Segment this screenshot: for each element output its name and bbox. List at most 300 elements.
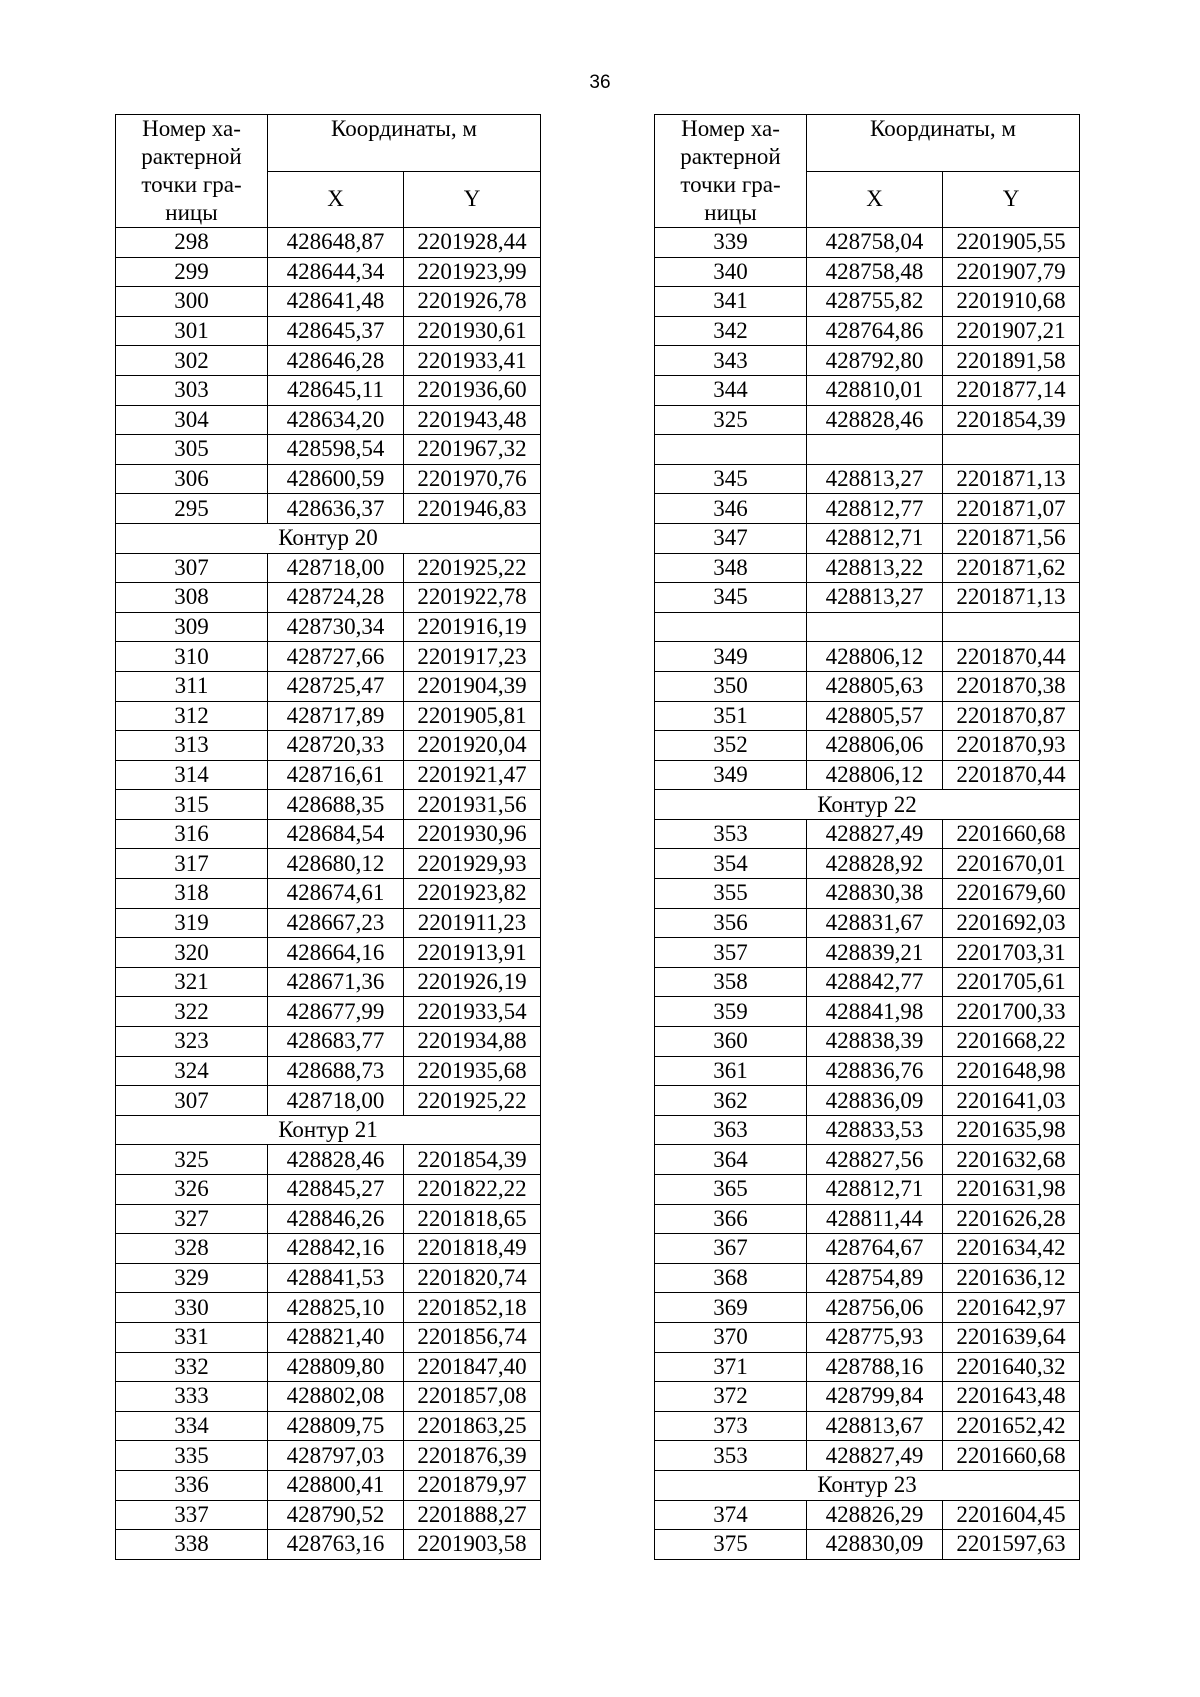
y-coordinate-cell: 2201679,60 bbox=[943, 879, 1080, 909]
y-coordinate-cell: 2201928,44 bbox=[404, 228, 541, 258]
table-row bbox=[116, 1204, 541, 1234]
x-coordinate-cell: 428841,53 bbox=[268, 1263, 404, 1293]
y-coordinate-cell: 2201923,99 bbox=[404, 257, 541, 287]
point-number-cell: 353 bbox=[655, 819, 807, 849]
table-row bbox=[655, 1204, 1080, 1234]
y-coordinate-cell: 2201933,54 bbox=[404, 997, 541, 1027]
table-row bbox=[655, 464, 1080, 494]
table-body-right bbox=[655, 228, 1080, 1560]
header-x: X bbox=[268, 171, 404, 228]
y-coordinate-cell: 2201822,22 bbox=[404, 1175, 541, 1205]
y-coordinate-cell: 2201854,39 bbox=[943, 405, 1080, 435]
table-row bbox=[655, 1411, 1080, 1441]
table-row bbox=[655, 1293, 1080, 1323]
table-row bbox=[116, 879, 541, 909]
y-coordinate-cell: 2201910,68 bbox=[943, 287, 1080, 317]
point-number-cell: 300 bbox=[116, 287, 268, 317]
y-coordinate-cell: 2201640,32 bbox=[943, 1352, 1080, 1382]
point-number-cell: 375 bbox=[655, 1530, 807, 1560]
y-coordinate-cell: 2201923,82 bbox=[404, 879, 541, 909]
point-number-cell: 321 bbox=[116, 967, 268, 997]
header-coordinates: Координаты, м bbox=[807, 115, 1080, 172]
point-number-cell: 354 bbox=[655, 849, 807, 879]
table-row bbox=[655, 553, 1080, 583]
y-coordinate-cell: 2201631,98 bbox=[943, 1175, 1080, 1205]
point-number-cell: 358 bbox=[655, 967, 807, 997]
table-row bbox=[116, 938, 541, 968]
table-row bbox=[655, 1441, 1080, 1471]
x-coordinate-cell: 428634,20 bbox=[268, 405, 404, 435]
point-number-cell: 366 bbox=[655, 1204, 807, 1234]
point-number-cell: 310 bbox=[116, 642, 268, 672]
y-coordinate-cell: 2201642,97 bbox=[943, 1293, 1080, 1323]
x-coordinate-cell: 428805,57 bbox=[807, 701, 943, 731]
x-coordinate-cell: 428727,66 bbox=[268, 642, 404, 672]
point-number-cell: 347 bbox=[655, 523, 807, 553]
x-coordinate-cell: 428826,29 bbox=[807, 1500, 943, 1530]
x-coordinate-cell: 428720,33 bbox=[268, 731, 404, 761]
y-coordinate-cell: 2201870,87 bbox=[943, 701, 1080, 731]
point-number-cell: 299 bbox=[116, 257, 268, 287]
y-coordinate-cell: 2201847,40 bbox=[404, 1352, 541, 1382]
page-number: 36 bbox=[589, 72, 611, 93]
x-coordinate-cell: 428725,47 bbox=[268, 671, 404, 701]
x-coordinate-cell: 428677,99 bbox=[268, 997, 404, 1027]
y-coordinate-cell: 2201870,38 bbox=[943, 671, 1080, 701]
y-coordinate-cell: 2201911,23 bbox=[404, 908, 541, 938]
y-coordinate-cell: 2201632,68 bbox=[943, 1145, 1080, 1175]
table-row bbox=[116, 1027, 541, 1057]
y-coordinate-cell: 2201907,79 bbox=[943, 257, 1080, 287]
table-row bbox=[116, 583, 541, 613]
y-coordinate-cell bbox=[943, 612, 1080, 642]
y-coordinate-cell bbox=[943, 435, 1080, 465]
point-number-cell: 334 bbox=[116, 1411, 268, 1441]
x-coordinate-cell: 428718,00 bbox=[268, 1086, 404, 1116]
table-row bbox=[655, 375, 1080, 405]
x-coordinate-cell: 428755,82 bbox=[807, 287, 943, 317]
x-coordinate-cell: 428688,35 bbox=[268, 790, 404, 820]
table-row bbox=[655, 257, 1080, 287]
table-row bbox=[116, 642, 541, 672]
point-number-cell: 359 bbox=[655, 997, 807, 1027]
header-point-line: ницы bbox=[704, 200, 757, 225]
table-row bbox=[655, 1115, 1080, 1145]
point-number-cell: 371 bbox=[655, 1352, 807, 1382]
point-number-cell: 335 bbox=[116, 1441, 268, 1471]
y-coordinate-cell: 2201705,61 bbox=[943, 967, 1080, 997]
point-number-cell: 344 bbox=[655, 375, 807, 405]
point-number-cell: 374 bbox=[655, 1500, 807, 1530]
table-row bbox=[116, 1382, 541, 1412]
x-coordinate-cell: 428828,46 bbox=[807, 405, 943, 435]
x-coordinate-cell: 428806,12 bbox=[807, 760, 943, 790]
point-number-cell: 348 bbox=[655, 553, 807, 583]
header-point-line: точки гра- bbox=[680, 172, 781, 197]
y-coordinate-cell: 2201635,98 bbox=[943, 1115, 1080, 1145]
table-row bbox=[116, 464, 541, 494]
header-point-line: рактерной bbox=[680, 144, 781, 169]
x-coordinate-cell: 428645,11 bbox=[268, 375, 404, 405]
header-point-number bbox=[655, 115, 807, 228]
x-coordinate-cell: 428674,61 bbox=[268, 879, 404, 909]
point-number-cell: 362 bbox=[655, 1086, 807, 1116]
x-coordinate-cell: 428758,48 bbox=[807, 257, 943, 287]
point-number-cell: 324 bbox=[116, 1056, 268, 1086]
point-number-cell: 305 bbox=[116, 435, 268, 465]
table-row bbox=[116, 316, 541, 346]
y-coordinate-cell: 2201818,65 bbox=[404, 1204, 541, 1234]
table-row bbox=[655, 997, 1080, 1027]
point-number-cell: 363 bbox=[655, 1115, 807, 1145]
x-coordinate-cell: 428716,61 bbox=[268, 760, 404, 790]
x-coordinate-cell: 428775,93 bbox=[807, 1322, 943, 1352]
point-number-cell: 346 bbox=[655, 494, 807, 524]
point-number-cell: 357 bbox=[655, 938, 807, 968]
table-row bbox=[655, 1027, 1080, 1057]
y-coordinate-cell: 2201863,25 bbox=[404, 1411, 541, 1441]
y-coordinate-cell: 2201876,39 bbox=[404, 1441, 541, 1471]
point-number-cell: 361 bbox=[655, 1056, 807, 1086]
table-row bbox=[116, 849, 541, 879]
y-coordinate-cell: 2201604,45 bbox=[943, 1500, 1080, 1530]
point-number-cell: 369 bbox=[655, 1293, 807, 1323]
table-row bbox=[655, 494, 1080, 524]
y-coordinate-cell: 2201870,93 bbox=[943, 731, 1080, 761]
y-coordinate-cell: 2201920,04 bbox=[404, 731, 541, 761]
point-number-cell: 336 bbox=[116, 1470, 268, 1500]
table-row bbox=[655, 879, 1080, 909]
table-row bbox=[655, 1145, 1080, 1175]
x-coordinate-cell: 428790,52 bbox=[268, 1500, 404, 1530]
x-coordinate-cell: 428717,89 bbox=[268, 701, 404, 731]
x-coordinate-cell: 428842,77 bbox=[807, 967, 943, 997]
table-row bbox=[116, 405, 541, 435]
table-row bbox=[116, 553, 541, 583]
table-row bbox=[655, 287, 1080, 317]
x-coordinate-cell: 428724,28 bbox=[268, 583, 404, 613]
point-number-cell: 355 bbox=[655, 879, 807, 909]
table-row bbox=[116, 819, 541, 849]
point-number-cell: 367 bbox=[655, 1234, 807, 1264]
table-row bbox=[655, 938, 1080, 968]
x-coordinate-cell: 428730,34 bbox=[268, 612, 404, 642]
x-coordinate-cell: 428828,46 bbox=[268, 1145, 404, 1175]
y-coordinate-cell: 2201820,74 bbox=[404, 1263, 541, 1293]
y-coordinate-cell: 2201877,14 bbox=[943, 375, 1080, 405]
point-number-cell: 320 bbox=[116, 938, 268, 968]
y-coordinate-cell: 2201946,83 bbox=[404, 494, 541, 524]
table-row bbox=[116, 1086, 541, 1116]
x-coordinate-cell: 428845,27 bbox=[268, 1175, 404, 1205]
x-coordinate-cell: 428841,98 bbox=[807, 997, 943, 1027]
table-row bbox=[655, 583, 1080, 613]
x-coordinate-cell: 428680,12 bbox=[268, 849, 404, 879]
point-number-cell: 307 bbox=[116, 553, 268, 583]
y-coordinate-cell: 2201967,32 bbox=[404, 435, 541, 465]
table-row bbox=[655, 435, 1080, 465]
table-row bbox=[655, 1234, 1080, 1264]
contour-row bbox=[655, 790, 1080, 820]
y-coordinate-cell: 2201888,27 bbox=[404, 1500, 541, 1530]
table-row bbox=[655, 731, 1080, 761]
point-number-cell: 341 bbox=[655, 287, 807, 317]
table-row bbox=[116, 228, 541, 258]
x-coordinate-cell: 428812,71 bbox=[807, 523, 943, 553]
point-number-cell: 368 bbox=[655, 1263, 807, 1293]
table-row bbox=[655, 760, 1080, 790]
x-coordinate-cell: 428809,80 bbox=[268, 1352, 404, 1382]
table-row bbox=[116, 1293, 541, 1323]
point-number-cell: 309 bbox=[116, 612, 268, 642]
table-row bbox=[655, 908, 1080, 938]
point-number-cell: 313 bbox=[116, 731, 268, 761]
table-row bbox=[116, 701, 541, 731]
x-coordinate-cell: 428827,49 bbox=[807, 1441, 943, 1471]
x-coordinate-cell: 428688,73 bbox=[268, 1056, 404, 1086]
y-coordinate-cell: 2201871,07 bbox=[943, 494, 1080, 524]
x-coordinate-cell: 428636,37 bbox=[268, 494, 404, 524]
x-coordinate-cell: 428667,23 bbox=[268, 908, 404, 938]
point-number-cell: 360 bbox=[655, 1027, 807, 1057]
table-row bbox=[655, 967, 1080, 997]
x-coordinate-cell: 428598,54 bbox=[268, 435, 404, 465]
x-coordinate-cell: 428809,75 bbox=[268, 1411, 404, 1441]
table-row bbox=[116, 1175, 541, 1205]
y-coordinate-cell: 2201925,22 bbox=[404, 1086, 541, 1116]
point-number-cell: 338 bbox=[116, 1530, 268, 1560]
point-number-cell: 307 bbox=[116, 1086, 268, 1116]
header-point-line: рактерной bbox=[141, 144, 242, 169]
header-point-line: точки гра- bbox=[141, 172, 242, 197]
y-coordinate-cell: 2201936,60 bbox=[404, 375, 541, 405]
table-row bbox=[655, 523, 1080, 553]
y-coordinate-cell: 2201871,62 bbox=[943, 553, 1080, 583]
x-coordinate-cell: 428806,06 bbox=[807, 731, 943, 761]
point-number-cell: 330 bbox=[116, 1293, 268, 1323]
x-coordinate-cell: 428664,16 bbox=[268, 938, 404, 968]
y-coordinate-cell: 2201904,39 bbox=[404, 671, 541, 701]
contour-label: Контур 20 bbox=[116, 523, 541, 553]
table-row bbox=[116, 1352, 541, 1382]
table-row bbox=[116, 997, 541, 1027]
point-number-cell: 322 bbox=[116, 997, 268, 1027]
table-row bbox=[655, 849, 1080, 879]
y-coordinate-cell: 2201634,42 bbox=[943, 1234, 1080, 1264]
y-coordinate-cell: 2201879,97 bbox=[404, 1470, 541, 1500]
x-coordinate-cell: 428813,27 bbox=[807, 464, 943, 494]
header-x: X bbox=[807, 171, 943, 228]
y-coordinate-cell: 2201970,76 bbox=[404, 464, 541, 494]
x-coordinate-cell: 428645,37 bbox=[268, 316, 404, 346]
table-row bbox=[116, 612, 541, 642]
table-row bbox=[116, 257, 541, 287]
x-coordinate-cell: 428830,38 bbox=[807, 879, 943, 909]
header-point-line: Номер ха- bbox=[142, 116, 241, 141]
y-coordinate-cell: 2201871,56 bbox=[943, 523, 1080, 553]
point-number-cell: 325 bbox=[116, 1145, 268, 1175]
x-coordinate-cell: 428810,01 bbox=[807, 375, 943, 405]
table-row bbox=[655, 819, 1080, 849]
point-number-cell: 333 bbox=[116, 1382, 268, 1412]
x-coordinate-cell: 428800,41 bbox=[268, 1470, 404, 1500]
table-row bbox=[655, 1382, 1080, 1412]
x-coordinate-cell: 428684,54 bbox=[268, 819, 404, 849]
y-coordinate-cell: 2201660,68 bbox=[943, 819, 1080, 849]
table-row bbox=[116, 967, 541, 997]
table-row bbox=[116, 1322, 541, 1352]
table-row bbox=[655, 228, 1080, 258]
x-coordinate-cell bbox=[807, 435, 943, 465]
point-number-cell: 351 bbox=[655, 701, 807, 731]
table-row bbox=[655, 316, 1080, 346]
header-y: Y bbox=[943, 171, 1080, 228]
point-number-cell: 329 bbox=[116, 1263, 268, 1293]
y-coordinate-cell: 2201891,58 bbox=[943, 346, 1080, 376]
x-coordinate-cell: 428827,56 bbox=[807, 1145, 943, 1175]
y-coordinate-cell: 2201597,63 bbox=[943, 1530, 1080, 1560]
x-coordinate-cell: 428792,80 bbox=[807, 346, 943, 376]
point-number-cell: 317 bbox=[116, 849, 268, 879]
y-coordinate-cell: 2201926,19 bbox=[404, 967, 541, 997]
point-number-cell: 328 bbox=[116, 1234, 268, 1264]
header-y: Y bbox=[404, 171, 541, 228]
point-number-cell bbox=[655, 435, 807, 465]
table-row bbox=[655, 346, 1080, 376]
y-coordinate-cell: 2201922,78 bbox=[404, 583, 541, 613]
y-coordinate-cell: 2201929,93 bbox=[404, 849, 541, 879]
y-coordinate-cell: 2201854,39 bbox=[404, 1145, 541, 1175]
point-number-cell: 304 bbox=[116, 405, 268, 435]
x-coordinate-cell: 428646,28 bbox=[268, 346, 404, 376]
point-number-cell: 331 bbox=[116, 1322, 268, 1352]
table-row bbox=[116, 1411, 541, 1441]
x-coordinate-cell: 428821,40 bbox=[268, 1322, 404, 1352]
table-row bbox=[116, 435, 541, 465]
point-number-cell: 303 bbox=[116, 375, 268, 405]
point-number-cell: 312 bbox=[116, 701, 268, 731]
point-number-cell: 352 bbox=[655, 731, 807, 761]
y-coordinate-cell: 2201857,08 bbox=[404, 1382, 541, 1412]
x-coordinate-cell: 428788,16 bbox=[807, 1352, 943, 1382]
x-coordinate-cell: 428831,67 bbox=[807, 908, 943, 938]
table-row bbox=[116, 494, 541, 524]
table-row bbox=[655, 1175, 1080, 1205]
point-number-cell: 364 bbox=[655, 1145, 807, 1175]
y-coordinate-cell: 2201905,81 bbox=[404, 701, 541, 731]
table-row bbox=[116, 671, 541, 701]
y-coordinate-cell: 2201670,01 bbox=[943, 849, 1080, 879]
y-coordinate-cell: 2201903,58 bbox=[404, 1530, 541, 1560]
table-row bbox=[655, 642, 1080, 672]
x-coordinate-cell: 428811,44 bbox=[807, 1204, 943, 1234]
x-coordinate-cell: 428812,77 bbox=[807, 494, 943, 524]
x-coordinate-cell: 428805,63 bbox=[807, 671, 943, 701]
y-coordinate-cell: 2201703,31 bbox=[943, 938, 1080, 968]
y-coordinate-cell: 2201700,33 bbox=[943, 997, 1080, 1027]
y-coordinate-cell: 2201926,78 bbox=[404, 287, 541, 317]
x-coordinate-cell: 428806,12 bbox=[807, 642, 943, 672]
point-number-cell: 311 bbox=[116, 671, 268, 701]
y-coordinate-cell: 2201871,13 bbox=[943, 583, 1080, 613]
y-coordinate-cell: 2201648,98 bbox=[943, 1056, 1080, 1086]
header-point-number bbox=[116, 115, 268, 228]
y-coordinate-cell: 2201626,28 bbox=[943, 1204, 1080, 1234]
x-coordinate-cell: 428797,03 bbox=[268, 1441, 404, 1471]
x-coordinate-cell: 428813,27 bbox=[807, 583, 943, 613]
x-coordinate-cell: 428764,86 bbox=[807, 316, 943, 346]
x-coordinate-cell: 428838,39 bbox=[807, 1027, 943, 1057]
x-coordinate-cell: 428758,04 bbox=[807, 228, 943, 258]
y-coordinate-cell: 2201925,22 bbox=[404, 553, 541, 583]
x-coordinate-cell: 428839,21 bbox=[807, 938, 943, 968]
table-row bbox=[655, 701, 1080, 731]
point-number-cell: 365 bbox=[655, 1175, 807, 1205]
table-row bbox=[655, 1352, 1080, 1382]
y-coordinate-cell: 2201907,21 bbox=[943, 316, 1080, 346]
point-number-cell: 350 bbox=[655, 671, 807, 701]
y-coordinate-cell: 2201916,19 bbox=[404, 612, 541, 642]
x-coordinate-cell: 428836,76 bbox=[807, 1056, 943, 1086]
point-number-cell: 315 bbox=[116, 790, 268, 820]
point-number-cell: 326 bbox=[116, 1175, 268, 1205]
point-number-cell: 349 bbox=[655, 642, 807, 672]
table-row bbox=[116, 1500, 541, 1530]
point-number-cell: 340 bbox=[655, 257, 807, 287]
x-coordinate-cell: 428671,36 bbox=[268, 967, 404, 997]
point-number-cell: 373 bbox=[655, 1411, 807, 1441]
point-number-cell bbox=[655, 612, 807, 642]
table-row bbox=[655, 405, 1080, 435]
y-coordinate-cell: 2201652,42 bbox=[943, 1411, 1080, 1441]
table-row bbox=[116, 1056, 541, 1086]
x-coordinate-cell: 428825,10 bbox=[268, 1293, 404, 1323]
point-number-cell: 323 bbox=[116, 1027, 268, 1057]
x-coordinate-cell: 428718,00 bbox=[268, 553, 404, 583]
table-row bbox=[655, 1086, 1080, 1116]
table-row bbox=[655, 671, 1080, 701]
x-coordinate-cell: 428833,53 bbox=[807, 1115, 943, 1145]
point-number-cell: 314 bbox=[116, 760, 268, 790]
point-number-cell: 337 bbox=[116, 1500, 268, 1530]
x-coordinate-cell: 428600,59 bbox=[268, 464, 404, 494]
table-row bbox=[116, 731, 541, 761]
x-coordinate-cell: 428812,71 bbox=[807, 1175, 943, 1205]
x-coordinate-cell: 428641,48 bbox=[268, 287, 404, 317]
table-row bbox=[116, 375, 541, 405]
x-coordinate-cell: 428836,09 bbox=[807, 1086, 943, 1116]
table-row bbox=[116, 287, 541, 317]
y-coordinate-cell: 2201692,03 bbox=[943, 908, 1080, 938]
x-coordinate-cell: 428813,22 bbox=[807, 553, 943, 583]
table-row bbox=[116, 1530, 541, 1560]
header-point-line: ницы bbox=[165, 200, 218, 225]
x-coordinate-cell: 428756,06 bbox=[807, 1293, 943, 1323]
point-number-cell: 370 bbox=[655, 1322, 807, 1352]
y-coordinate-cell: 2201660,68 bbox=[943, 1441, 1080, 1471]
x-coordinate-cell: 428764,67 bbox=[807, 1234, 943, 1264]
table-row bbox=[116, 1263, 541, 1293]
point-number-cell: 342 bbox=[655, 316, 807, 346]
point-number-cell: 353 bbox=[655, 1441, 807, 1471]
contour-label: Контур 22 bbox=[655, 790, 1080, 820]
point-number-cell: 316 bbox=[116, 819, 268, 849]
x-coordinate-cell: 428842,16 bbox=[268, 1234, 404, 1264]
point-number-cell: 339 bbox=[655, 228, 807, 258]
x-coordinate-cell: 428802,08 bbox=[268, 1382, 404, 1412]
y-coordinate-cell: 2201930,96 bbox=[404, 819, 541, 849]
header-coordinates: Координаты, м bbox=[268, 115, 541, 172]
